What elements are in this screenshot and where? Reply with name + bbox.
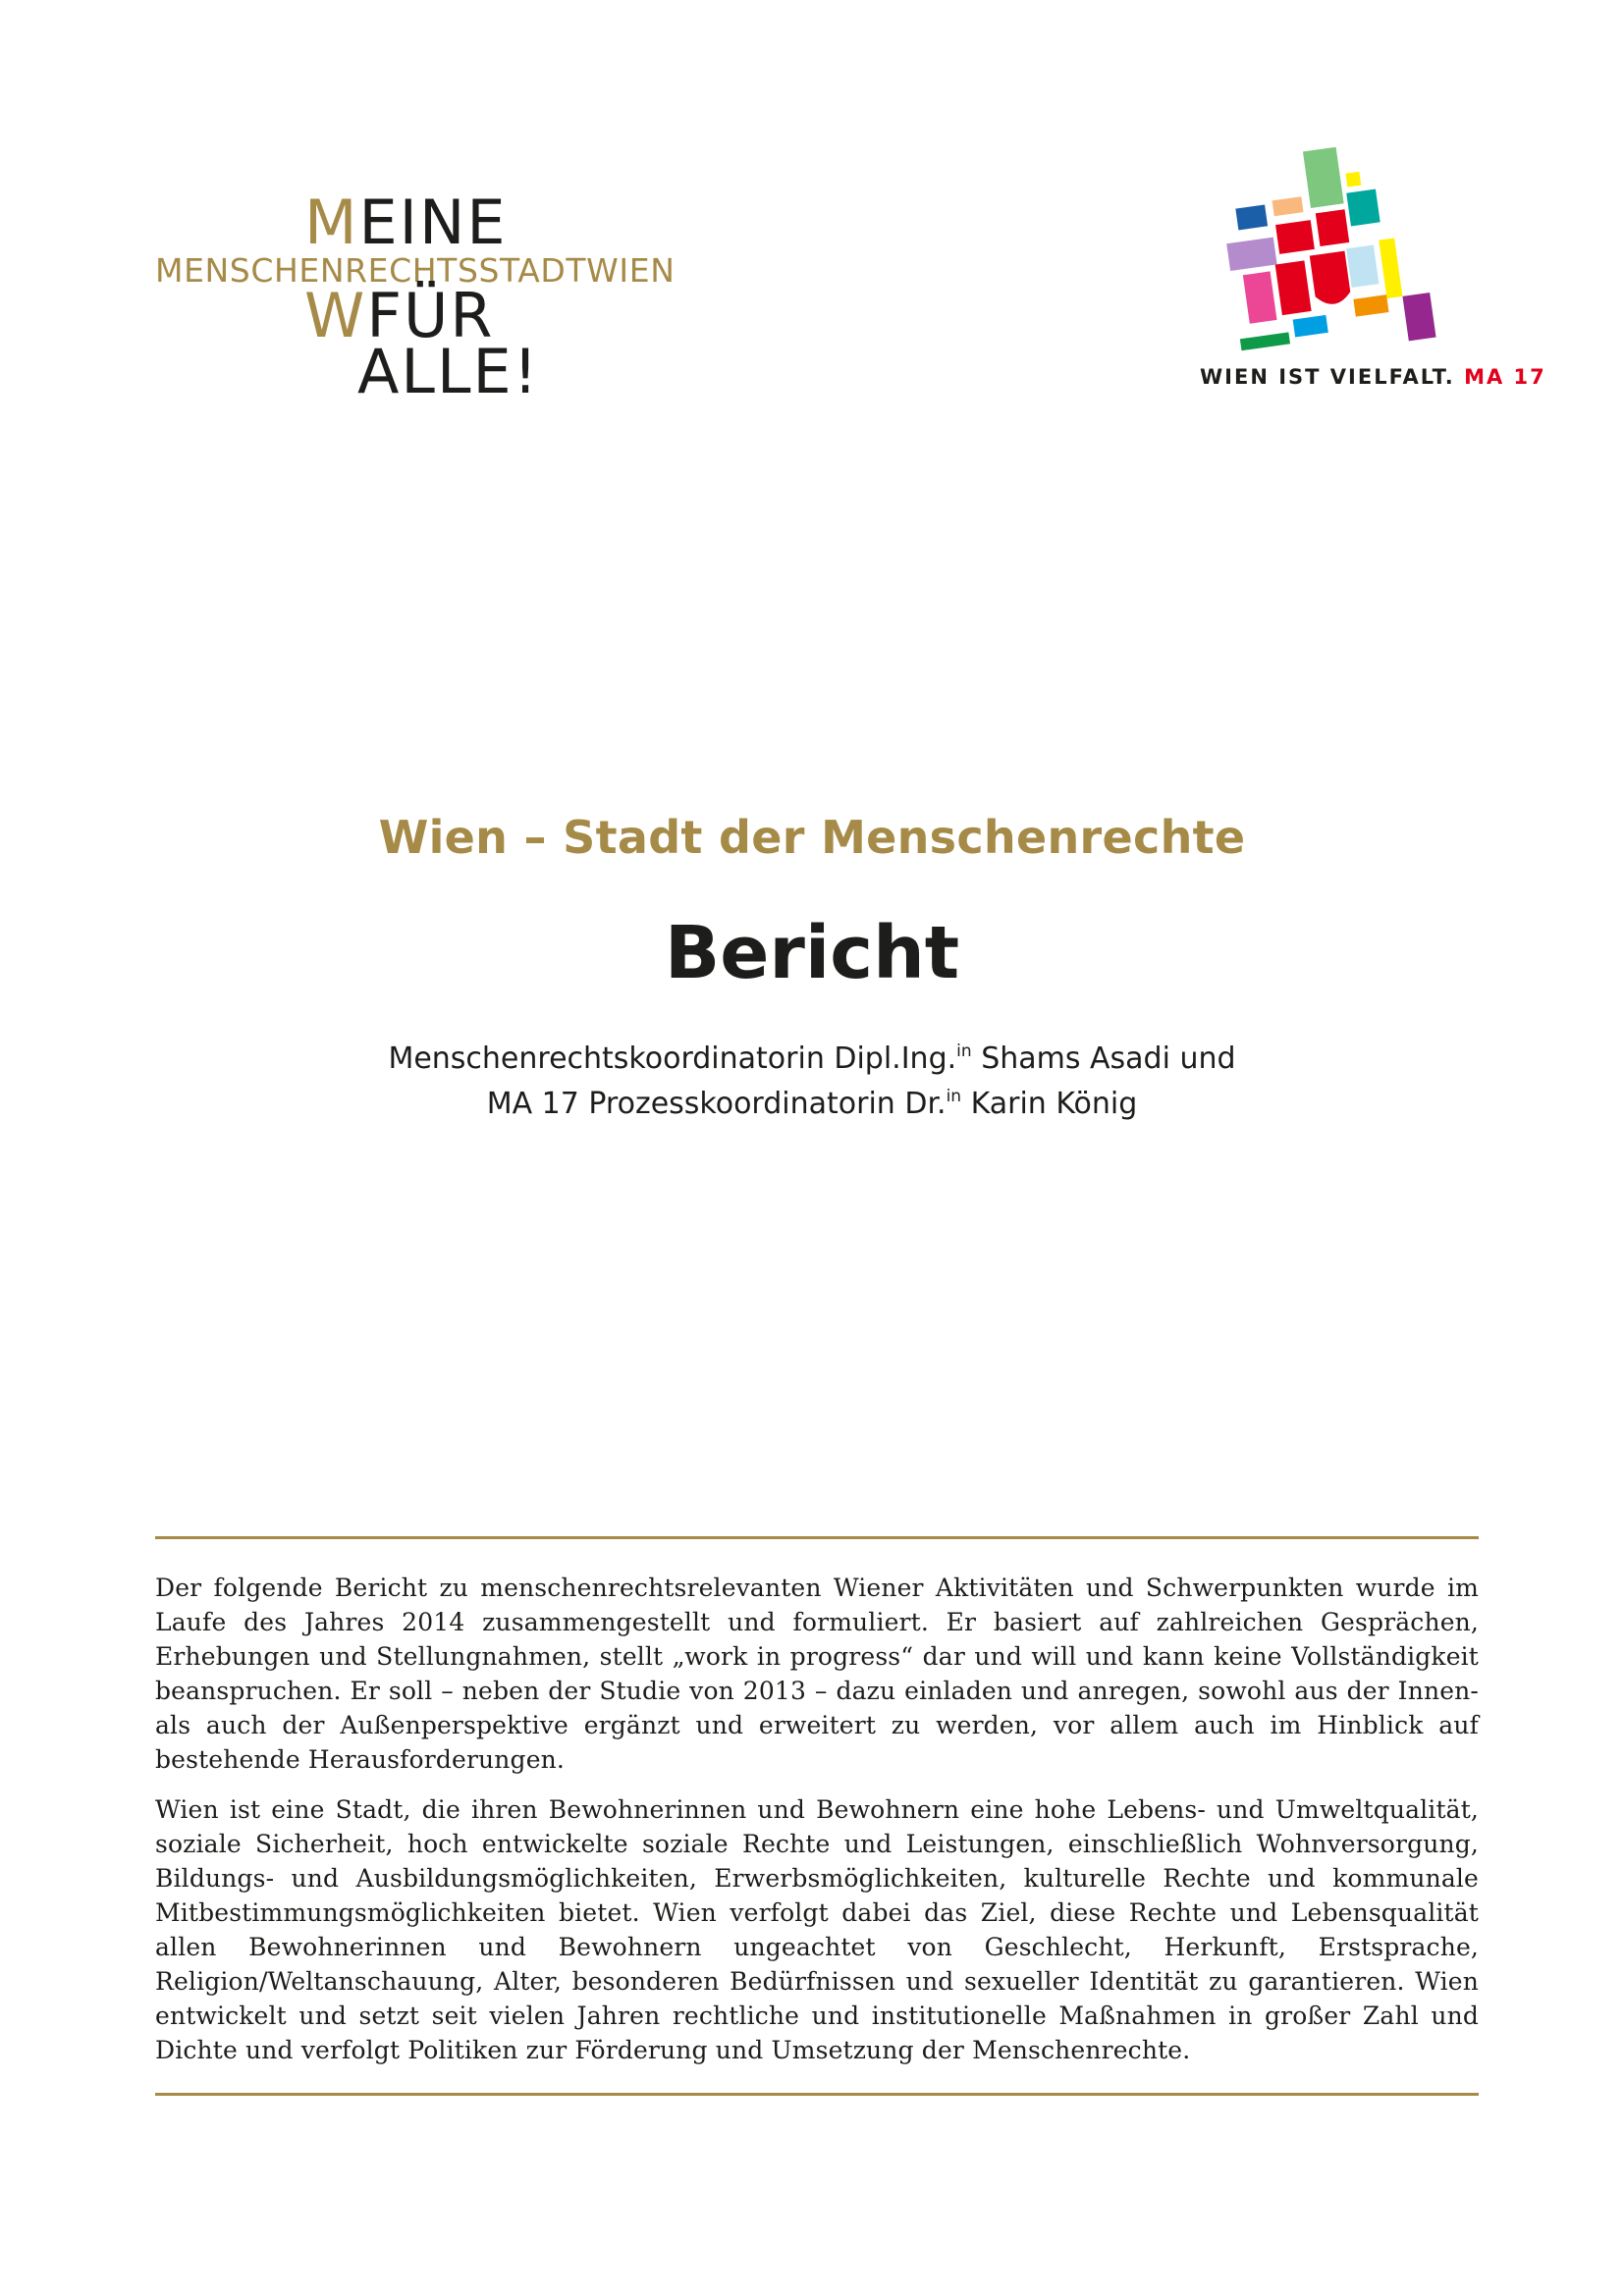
authors (0, 1037, 1624, 1127)
bottom-divider (155, 2093, 1479, 2096)
mosaic-icon (1200, 147, 1485, 358)
logo-line-meine: MEINE (304, 187, 508, 258)
author-line-1: Menschenrechtskoordinatorin Dipl.Ing.$^{in}$ Shams Asadi und (388, 1041, 1236, 1076)
author-line-2: MA 17 Prozesskoordinatorin Dr.$^{in}$ Karin König (486, 1087, 1138, 1121)
paragraph: Wien ist eine Stadt, die ihren Bewohnerinnen und Bewohnern eine hohe Lebens- und Umweltqualität, soziale Sicherheit, hoch entwickelte soziale Rechte und Leistungen, einschließlich Wohnversorgung, Bildungs- und Ausbildungsmöglichkeiten, Erwerbsmöglichkeiten, kulturelle Rechte und kommunale Mitbestimmungsmöglichkeiten bietet. Wien verfolgt dabei das Ziel, diese Rechte und Lebensqualität allen Bewohnerinnen und Bewohnern ungeachtet von Geschlecht, Herkunft, Erstsprache, Religion/Weltanschauung, Alter, besonderen Bedürfnissen und sexueller Identität zu garantieren. Wien entwickelt und setzt seit vielen Jahren rechtliche und institutionelle Maßnahmen in großer Zahl und Dichte und verfolgt Politiken zur Förderung und Umsetzung der Menschenrechte. (155, 1795, 1479, 2064)
logo-claim: WIEN IST VIELFALT. MA 17 (1200, 365, 1546, 389)
logo-line-fuer: WFÜR (304, 280, 495, 351)
document-title: Bericht (664, 911, 960, 995)
wien-ist-vielfalt-logo (1200, 147, 1546, 402)
logo-line-menschenrechtsstadtwien: MENSCHENRECHTSSTADTWIEN (155, 251, 676, 290)
logo-line-alle: ALLE! (357, 336, 540, 407)
menschenrechtsstadt-logo (155, 187, 725, 407)
document-subtitle: Wien – Stadt der Menschenrechte (378, 811, 1246, 864)
intro-text (155, 1571, 1479, 2083)
top-divider (155, 1536, 1479, 1539)
paragraph: Der folgende Bericht zu menschenrechtsrelevanten Wiener Aktivitäten und Schwerpunkten wurde im Laufe des Jahres 2014 zusammengestellt und formuliert. Er basiert auf zahlreichen Gesprächen, Erhebungen und Stellungnahmen, stellt „work in progress“ dar und will und kann keine Vollständigkeit beanspruchen. Er soll – neben der Studie von 2013 – dazu einladen und anregen, sowohl aus der Innen- als auch der Außenperspektive ergänzt und erweitert zu werden, vor allem auch im Hinblick auf bestehende Herausforderungen. (155, 1574, 1479, 1774)
